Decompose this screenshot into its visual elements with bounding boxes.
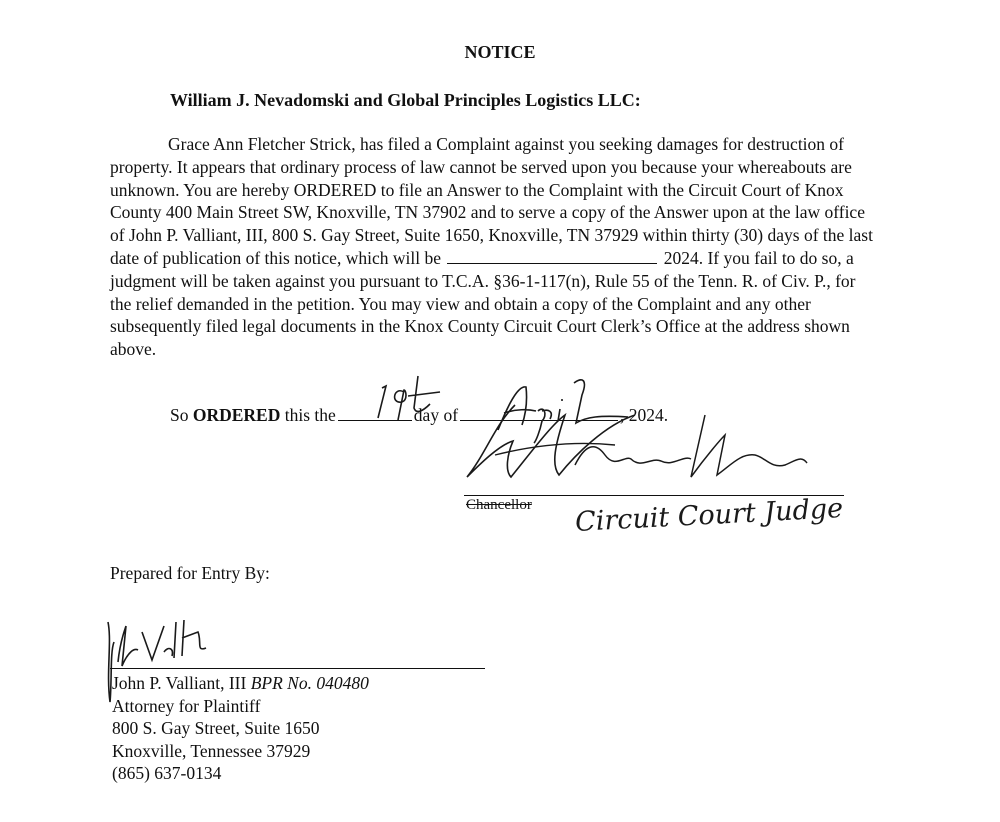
publication-date-blank — [447, 247, 657, 264]
attorney-phone: (865) 637-0134 — [112, 763, 222, 783]
bpr-number: BPR No. 040480 — [250, 673, 369, 693]
this-the-text: this the — [284, 405, 336, 425]
order-prefix: So — [170, 405, 189, 425]
addressee-line: William J. Nevadomski and Global Principles Logistics LLC: — [170, 90, 641, 110]
ordered-word: ORDERED — [192, 405, 281, 425]
handwritten-day — [360, 368, 450, 428]
attorney-signature-line — [110, 668, 485, 669]
day-of-text: day of — [413, 405, 459, 425]
year-text: , 2024. — [620, 405, 669, 425]
attorney-name-line — [112, 672, 369, 695]
prepared-for-entry-label: Prepared for Entry By: — [110, 563, 270, 583]
attorney-city: Knoxville, Tennessee 37929 — [112, 740, 311, 761]
handwritten-judge-title: Circuit Court Judge — [574, 493, 844, 538]
attorney-block — [112, 672, 369, 785]
notice-body — [110, 133, 878, 361]
attorney-street: 800 S. Gay Street, Suite 1650 — [112, 718, 320, 738]
judge-signature — [455, 385, 815, 495]
struck-chancellor-title: Chancellor — [466, 497, 532, 513]
attorney-role: Attorney for Plaintiff — [112, 695, 261, 716]
notice-body-part2: 2024. If you fail to do so, a judgment will be taken against you pursuant to T.C.A. §36-1-117(n), Rule 55 of the Tenn. R. of Civ. P., for the relief demanded in the petition. You may view and obtain a copy of the Complaint and any other subsequently filed legal documents in the Knox County Circuit Court Clerk’s Office at the address shown above. — [110, 247, 856, 360]
attorney-name: John P. Valliant, III — [112, 673, 247, 693]
document-title: NOTICE — [464, 42, 536, 62]
notice-body-part1: Grace Ann Fletcher Strick, has filed a Complaint against you seeking damages for destruction of property. It appears that ordinary process of law cannot be served upon you because your whereabouts are unknown. You are hereby ORDERED to file an Answer to the Complaint with the Circuit Court of Knox County 400 Main Street SW, Knoxville, TN 37902 and to serve a copy of the Answer upon at the law office of John P. Valliant, III, 800 S. Gay Street, Suite 1650, Knoxville, TN 37929 within thirty (30) days of the last date of publication of this notice, which will be — [110, 134, 873, 268]
